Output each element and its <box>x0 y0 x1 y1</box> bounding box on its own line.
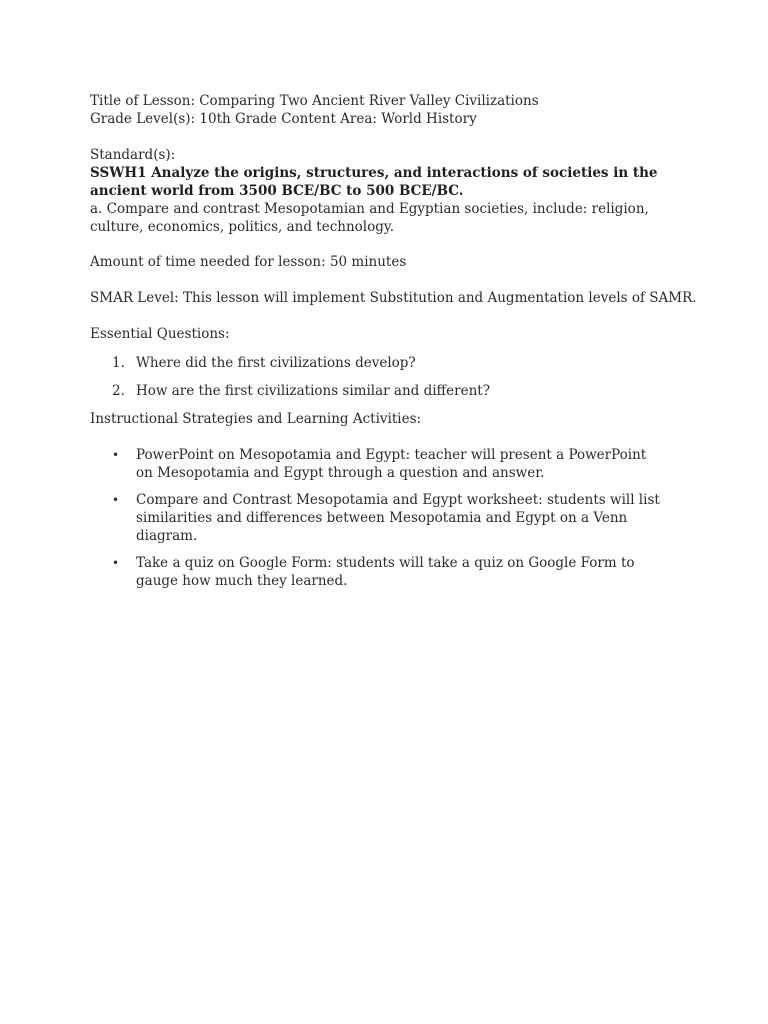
spacer <box>90 400 690 410</box>
bullet-icon: • <box>112 448 120 462</box>
bullet-icon: • <box>112 556 120 570</box>
list-item <box>90 446 656 482</box>
activity-text: PowerPoint on Mesopotamia and Egypt: teacher will present a PowerPoint on Mesopotamia and Egypt through a question and answer. <box>136 447 647 481</box>
bullet-icon: • <box>112 493 120 507</box>
spacer <box>90 343 690 354</box>
standard-sswh1: SSWH1 Analyze the origins, structures, and interactions of societies in the ancient world from 3500 BCE/BC to 500 BCE/BC. <box>90 165 658 199</box>
time-needed: Amount of time needed for lesson: 50 minutes <box>90 254 407 270</box>
spacer <box>90 428 690 446</box>
activity-text: Take a quiz on Google Form: students will take a quiz on Google Form to gauge how much they learned. <box>136 555 635 589</box>
list-number: 1. <box>112 355 125 371</box>
list-item <box>90 354 690 372</box>
list-number: 2. <box>112 383 125 399</box>
list-item <box>90 554 676 590</box>
lesson-plan-document <box>90 92 697 590</box>
question-text: Where did the first civilizations develop? <box>136 355 416 371</box>
spacer <box>90 307 690 325</box>
list-item <box>90 491 681 545</box>
grade-and-content-area: Grade Level(s): 10th Grade Content Area: World History <box>90 111 477 127</box>
essential-questions-heading: Essential Questions: <box>90 326 230 342</box>
activities-list <box>90 446 690 590</box>
question-text: How are the first civilizations similar and different? <box>136 383 490 399</box>
standards-heading: Standard(s): <box>90 147 176 163</box>
strategies-heading: Instructional Strategies and Learning Activities: <box>90 411 422 427</box>
standard-element-a: a. Compare and contrast Mesopotamian and Egyptian societies, include: religion, culture, economics, politics, and technology. <box>90 201 649 235</box>
lesson-title: Title of Lesson: Comparing Two Ancient River Valley Civilizations <box>90 93 539 109</box>
samr-level: SMAR Level: This lesson will implement Substitution and Augmentation levels of SAMR. <box>90 290 697 306</box>
spacer <box>90 271 690 289</box>
essential-questions-list <box>90 354 690 400</box>
list-item <box>90 382 690 400</box>
spacer <box>90 128 690 146</box>
spacer <box>90 236 690 253</box>
activity-text: Compare and Contrast Mesopotamia and Egypt worksheet: students will list similarities and differences between Mesopotamia and Egypt on a Venn diagram. <box>136 492 660 544</box>
